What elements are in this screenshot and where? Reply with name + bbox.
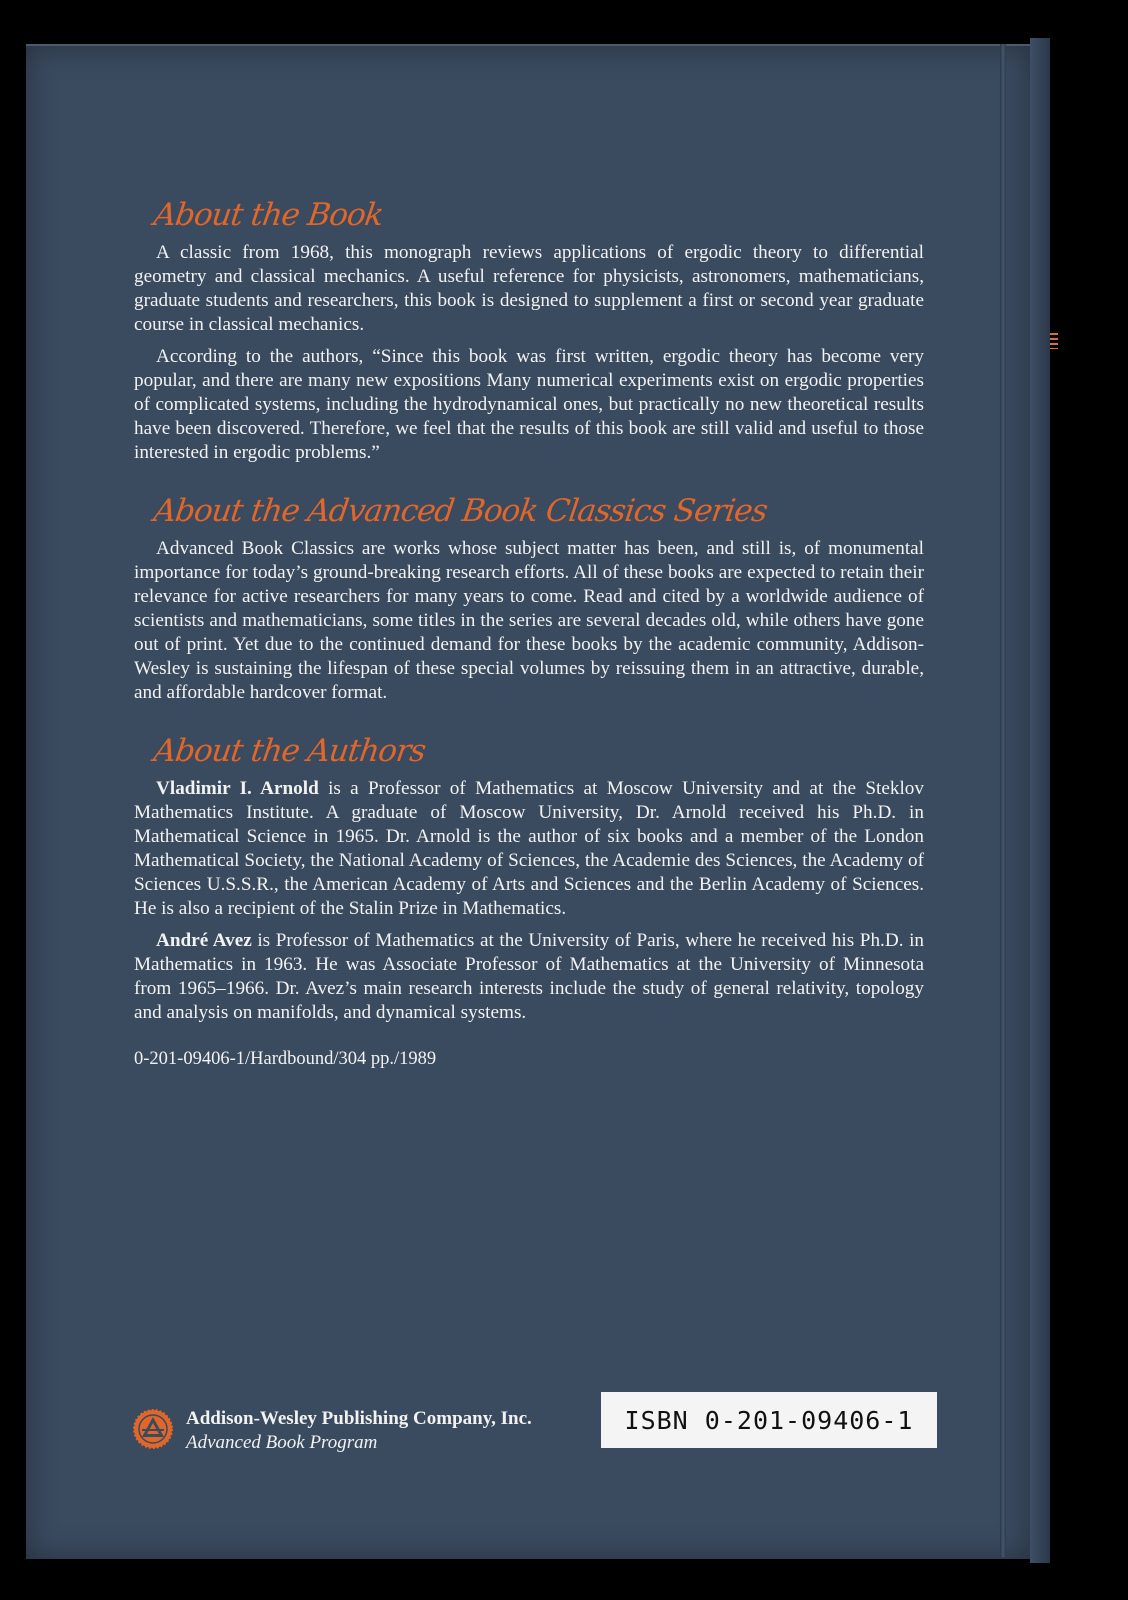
about-series-section bbox=[134, 491, 924, 705]
author-arnold-text: is a Professor of Mathematics at Moscow University and at the Steklov Mathematics Institute. A graduate of Moscow University, Dr. Arnold received his Ph.D. in Mathematical Science in 1965. Dr. Arnold is the author of six books and a member of the London Mathematical Society, the National Academy of Sciences, the Academie des Sciences, the Academy of Sciences U.S.S.R., the American Academy of Arts and Sciences and the Berlin Academy of Sciences. He is also a recipient of the Stalin Prize in Mathematics. bbox=[134, 778, 924, 919]
about-book-section bbox=[134, 195, 924, 465]
author-arnold-bio bbox=[134, 777, 924, 921]
cover-edge bbox=[1030, 38, 1050, 1563]
about-book-heading: About the Book bbox=[151, 197, 386, 233]
about-authors-heading: About the Authors bbox=[151, 733, 428, 769]
about-series-heading: About the Advanced Book Classics Series bbox=[151, 493, 770, 529]
author-avez-bio bbox=[134, 929, 924, 1025]
about-book-paragraph-2: According to the authors, “Since this book was first written, ergodic theory has become very popular, and there are many new expositions Many numerical experiments exist on ergodic properties of complicated systems, including the hydrodynamical ones, but practically no new theoretical results have been discovered. Therefore, we feel that the results of this book are still valid and useful to those interested in ergodic problems.” bbox=[134, 346, 924, 463]
isbn-sticker: ISBN 0-201-09406-1 bbox=[601, 1392, 937, 1448]
about-authors-section bbox=[134, 731, 924, 1071]
publisher-program: Advanced Book Program bbox=[186, 1432, 378, 1453]
about-book-paragraph-1: A classic from 1968, this monograph reviews applications of ergodic theory to differential geometry and classical mechanics. A useful reference for physicists, astronomers, mathematicians, graduate students and researchers, this book is designed to supplement a first or second year graduate course in classical mechanics. bbox=[134, 242, 924, 335]
cover-text bbox=[134, 195, 924, 1097]
publisher-block bbox=[130, 1398, 590, 1458]
addison-wesley-logo-icon bbox=[132, 1408, 174, 1450]
publisher-name: Addison-Wesley Publishing Company, Inc. bbox=[186, 1408, 532, 1429]
about-series-paragraph: Advanced Book Classics are works whose subject matter has been, and still is, of monumental importance for today’s ground-breaking research efforts. All of these books are expected to retain their relevance for active researchers for many years to come. Read and cited by a worldwide audience of scientists and mathematicians, some titles in the series are several decades old, while others have gone out of print. Yet due to the continued demand for these books by the academic community, Addison-Wesley is sustaining the lifespan of these special volumes by reissuing them in an attractive, durable, and affordable hardcover format. bbox=[134, 538, 924, 703]
catalog-line: 0-201-09406-1/Hardbound/304 pp./1989 bbox=[134, 1049, 437, 1069]
author-arnold-name: Vladimir I. Arnold bbox=[156, 778, 319, 799]
edge-mark bbox=[1050, 333, 1058, 349]
spine-groove bbox=[1000, 44, 1006, 1557]
author-avez-text: is Professor of Mathematics at the University of Paris, where he received his Ph.D. in Mathematics in 1963. He was Associate Professor of Mathematics at the University of Minnesota from 1965–1966. Dr. Avez’s main research interests include the study of general relativity, topology and analysis on manifolds, and dynamical systems. bbox=[134, 930, 924, 1023]
author-avez-name: André Avez bbox=[156, 930, 252, 951]
